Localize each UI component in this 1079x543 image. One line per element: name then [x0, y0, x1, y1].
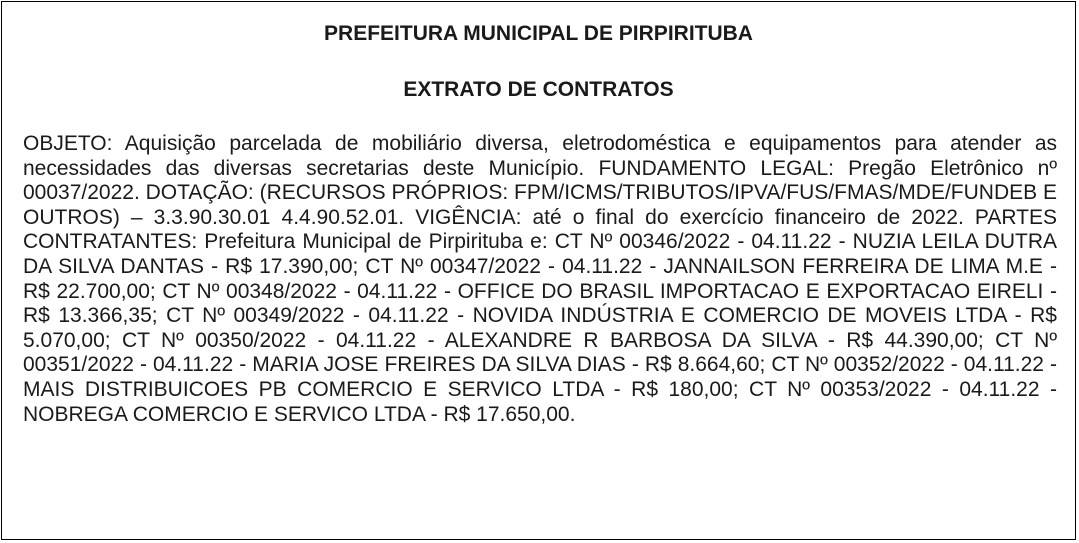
page-title: PREFEITURA MUNICIPAL DE PIRPIRITUBA — [324, 22, 753, 45]
document-subtitle: EXTRATO DE CONTRATOS — [403, 78, 674, 101]
notice-box — [1, 1, 1076, 540]
contract-extract-text: OBJETO: Aquisição parcelada de mobiliário diversa, eletrodoméstica e equipamentos para atender as necessidades das diversas secretarias deste Município. FUNDAMENTO LEGAL: Pregão Eletrônico nº 00037/2022. DOTAÇÃO: (RECURSOS PRÓPRIOS: FPM/ICMS/TRIBUTOS/IPVA/FUS/FMAS/MDE/FUNDEB E OUTROS) – 3.3.90.30.01 4.4.90.52.01. VIGÊNCIA: até o final do exercício financeiro de 2022. PARTES CONTRATANTES: Prefeitura Municipal de Pirpirituba e: CT Nº 00346/2022 - 04.11.22 - NUZIA LEILA DUTRA DA SILVA DANTAS - R$ 17.390,00; CT Nº 00347/2022 - 04.11.22 - JANNAILSON FERREIRA DE LIMA M.E - R$ 22.700,00; CT Nº 00348/2022 - 04.11.22 - OFFICE DO BRASIL IMPORTACAO E EXPORTACAO EIRELI - R$ 13.366,35; CT Nº 00349/2022 - 04.11.22 - NOVIDA INDÚSTRIA E COMERCIO DE MOVEIS LTDA - R$ 5.070,00; CT Nº 00350/2022 - 04.11.22 - ALEXANDRE R BARBOSA DA SILVA - R$ 44.390,00; CT Nº 00351/2022 - 04.11.22 - MARIA JOSE FREIRES DA SILVA DIAS - R$ 8.664,60; CT Nº 00352/2022 - 04.11.22 - MAIS DISTRIBUICOES PB COMERCIO E SERVICO LTDA - R$ 180,00; CT Nº 00353/2022 - 04.11.22 - NOBREGA COMERCIO E SERVICO LTDA - R$ 17.650,00. — [23, 132, 1057, 426]
